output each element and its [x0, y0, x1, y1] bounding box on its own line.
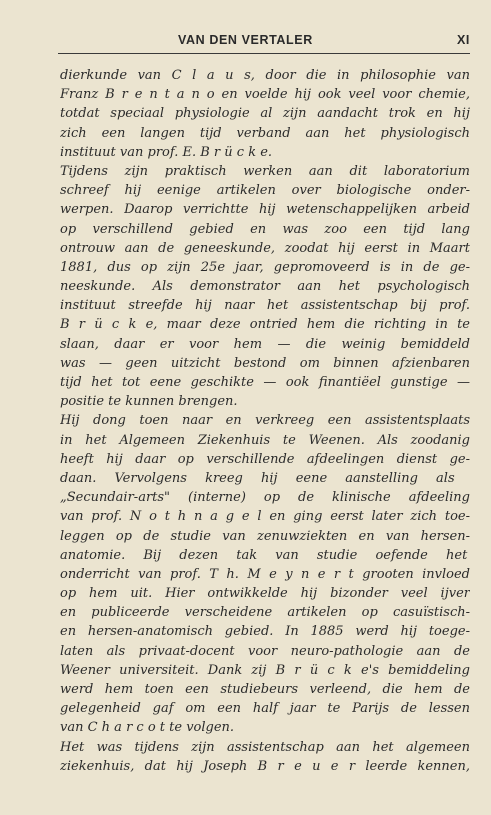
text-line: was — geen uitzicht bestond om binnen afzienbaren [60, 355, 470, 371]
text-line: van C h a r c o t te volgen. [60, 720, 235, 736]
text-line: instituut van prof. E. B r ü c k e. [60, 144, 273, 160]
text-line: op verschillend gebied en was zoo een tijd lang [60, 221, 470, 237]
text-line: 1881, dus op zijn 25e jaar, gepromoveerd is in de ge- [60, 259, 470, 275]
text-line: Het was tijdens zijn assistentschap aan het algemeen [60, 739, 470, 755]
text-line: op hem uit. Hier ontwikkelde hij bizonder veel ijver [60, 586, 470, 602]
text-line: in het Algemeen Ziekenhuis te Weenen. Als zoodanig [60, 432, 470, 448]
text-line: daan. Vervolgens kreeg hij eene aanstelling als [60, 470, 455, 486]
text-line: Hij dong toen naar en verkreeg een assistentsplaats [60, 413, 470, 429]
text-line: leggen op de studie van zenuwziekten en van hersen- [60, 528, 470, 544]
text-line: neeskunde. Als demonstrator aan het psychologisch [60, 279, 470, 295]
running-title: VAN DEN VERTALER [178, 33, 313, 47]
text-line: ontrouw aan de geneeskunde, zoodat hij eerst in Maart [60, 240, 470, 256]
text-line: heeft hij daar op verschillende afdeelingen dienst ge- [60, 451, 470, 467]
text-line: werpen. Daarop verrichtte hij wetenschappelijken arbeid [60, 202, 470, 218]
text-line: positie te kunnen brengen. [60, 394, 238, 410]
text-line: en publiceerde verscheidene artikelen op casuïstisch- [60, 605, 470, 621]
text-line: tijd het tot eene geschikte — ook finantiëel gunstige — [60, 375, 470, 390]
text-line: en hersen-anatomisch gebied. In 1885 werd hij toege- [60, 624, 470, 640]
text-line: ziekenhuis, dat hij Joseph B r e u e r leerde kennen, [60, 758, 470, 774]
running-head [58, 33, 470, 51]
text-line: onderricht van prof. T h. M e y n e r t grooten invloed [60, 566, 470, 582]
text-line: anatomie. Bij dezen tak van studie oefende het [60, 547, 468, 563]
text-line: laten als privaat-docent voor neuro-pathologie aan de [60, 643, 470, 659]
page-number: XI [456, 33, 470, 47]
text-line: Franz B r e n t a n o en voelde hij ook veel voor chemie, [60, 87, 470, 103]
text-line: van prof. N o t h n a g e l en ging eerst later zich toe- [60, 509, 470, 525]
text-line: schreef hij eenige artikelen over biologische onder- [60, 183, 470, 199]
header-rule [58, 53, 470, 54]
text-line: Weener universiteit. Dank zij B r ü c k e's bemiddeling [60, 662, 470, 678]
text-line: zich een langen tijd verband aan het physiologisch [60, 125, 470, 141]
text-line: B r ü c k e, maar deze ontried hem die richting in te [60, 317, 470, 333]
text-line: „Secundair-arts" (interne) op de klinische afdeeling [60, 490, 470, 506]
text-line: dierkunde van C l a u s, door die in philosophie van [60, 68, 470, 83]
body-text [60, 66, 470, 776]
text-line: totdat speciaal physiologie al zijn aandacht trok en hij [60, 106, 470, 122]
text-line: gelegenheid gaf om een half jaar te Parijs de lessen [60, 701, 470, 717]
text-line: slaan, daar er voor hem — die weinig bemiddeld [60, 336, 470, 352]
text-line: instituut streefde hij naar het assistentschap bij prof. [60, 298, 470, 314]
text-line: Tijdens zijn praktisch werken aan dit laboratorium [60, 163, 470, 179]
text-line: werd hem toen een studiebeurs verleend, die hem de [60, 682, 470, 697]
